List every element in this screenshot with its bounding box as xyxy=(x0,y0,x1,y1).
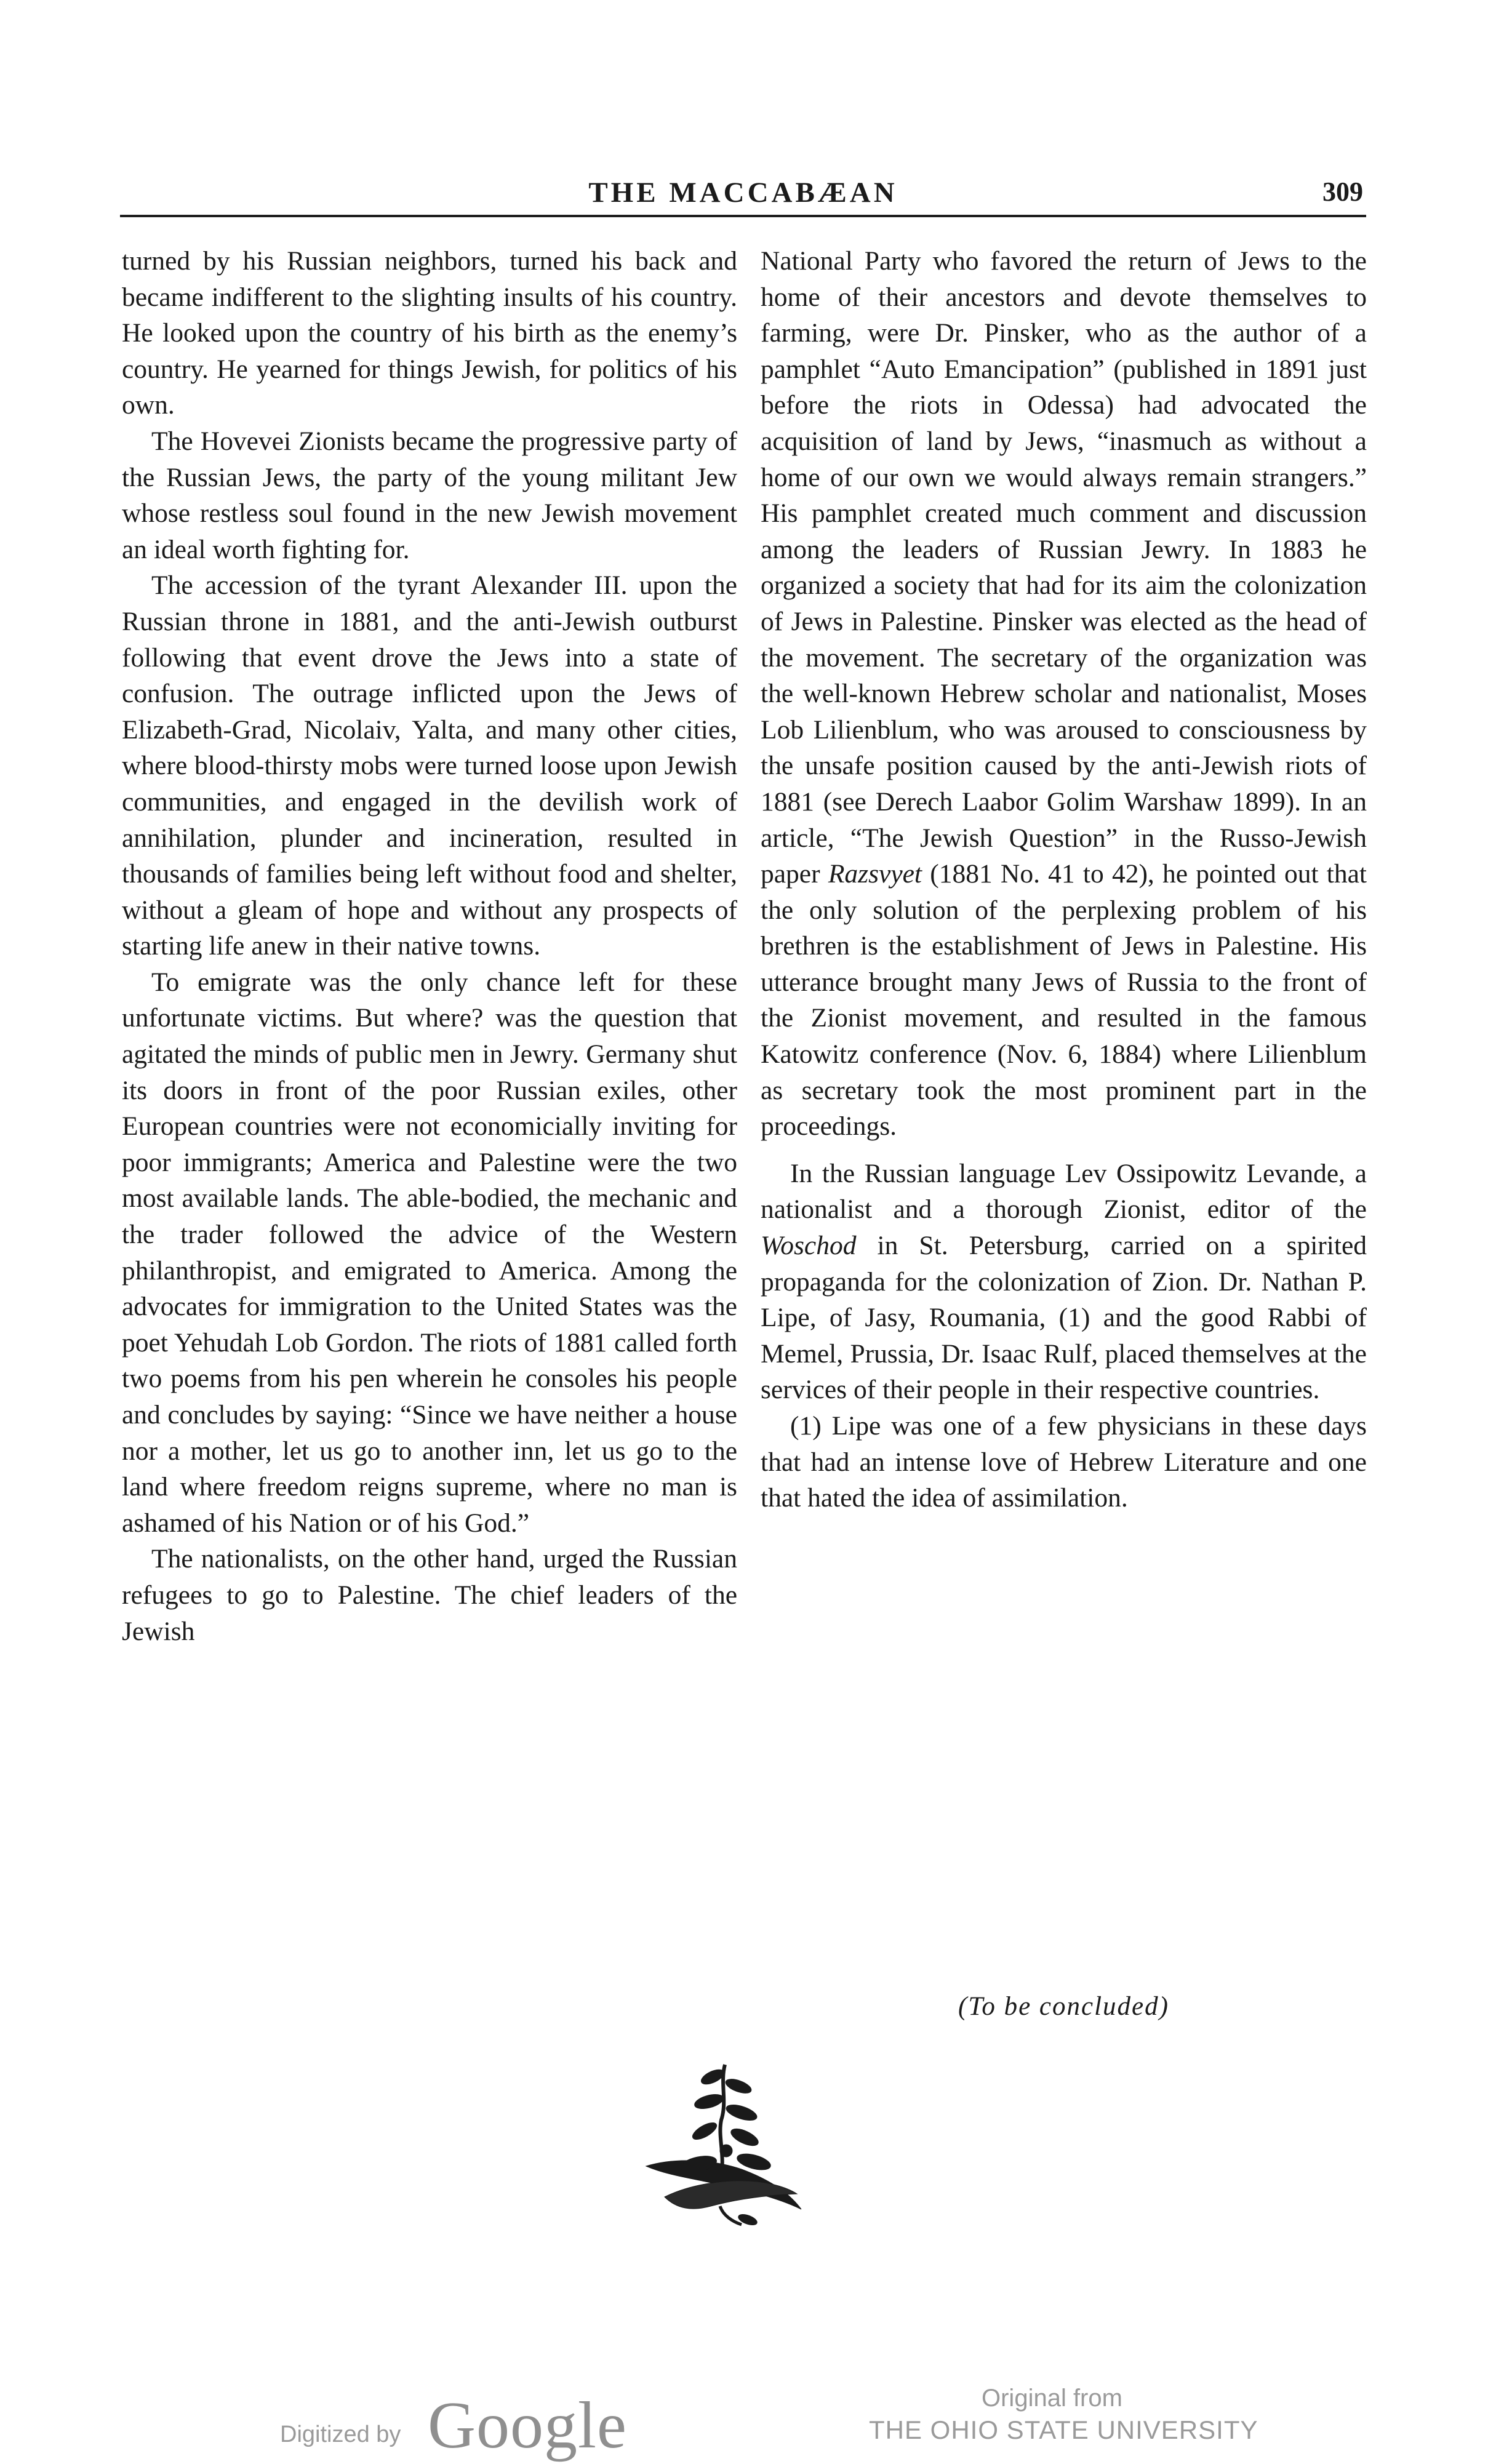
footnote: (1) Lipe was one of a few physicians in these days that had an intense love of Hebrew Literature and one that hated the idea of assimilation. xyxy=(761,1411,1367,1513)
paragraph-text: in St. Petersburg, carried on a spirited propaganda for the colonization of Zion. Dr. Nathan P. Lipe, of Jasy, Roumania, (1) and the good Rabbi of Memel, Prussia, Dr. Isaac Rulf, placed themselves at the services of their people in their respective countries. xyxy=(761,1231,1367,1405)
paragraph: The accession of the tyrant Alexander III. upon the Russian throne in 1881, and the anti-Jewish outburst following that event drove the Jews into a state of confusion. The outrage inflicted upon the Jews of Elizabeth-Grad, Nicolaiv, Yalta, and many other cities, where blood-thirsty mobs were turned loose upon Jewish communities, and engaged in the devilish work of annihilation, plunder and incineration, resulted in thousands of families being left without food and shelter, without a gleam of hope and without any prospects of starting life anew in their native towns. xyxy=(122,570,737,961)
running-head: THE MACCABÆAN xyxy=(588,177,898,209)
newspaper-title: Woschod xyxy=(761,1231,857,1261)
paragraph xyxy=(761,1156,1367,1408)
to-be-concluded-note: (To be concluded) xyxy=(958,1992,1169,2021)
paragraph-text: (1881 No. 41 to 42), he pointed out that the only solution of the perplexing problem of his brethren is the establishment of Jews in Palestine. His utterance brought many Jews of Russia to the front of the Zionist movement, and resulted in the famous Katowitz conference (Nov. 6, 1884) where Lilienblum as secretary took the most prominent part in the proceedings. xyxy=(761,859,1367,1142)
digitized-by-label: Digitized by xyxy=(280,2422,401,2447)
google-logo: Google xyxy=(428,2389,627,2462)
institution-label: THE OHIO STATE UNIVERSITY xyxy=(869,2415,1258,2444)
paragraph-text: In the Russian language Lev Ossipowitz Levande, a nationalist and a thorough Zionist, editor of the xyxy=(761,1158,1367,1225)
floral-ornament-icon xyxy=(640,2058,806,2234)
newspaper-title: Razsvyet xyxy=(828,859,922,889)
page-number: 309 xyxy=(1322,177,1363,207)
page-header xyxy=(123,176,1363,214)
paragraph: To emigrate was the only chance left for these unfortunate victims. But where? was the question that agitated the minds of public men in Jewry. Germany shut its doors in front of the poor Russian exiles, other European countries were not economicially inviting for poor immigrants; America and Palestine were the two most available lands. The able-bodied, the mechanic and the trader followed the advice of the Western philanthropist, and emigrated to America. Among the advocates for immigration to the United States was the poet Yehudah Lob Gordon. The riots of 1881 called forth two poems from his pen wherein he consoles his people and concludes by saying: “Since we have neither a house nor a mother, let us go to another inn, let us go to the land where freedom reigns supreme, where no man is ashamed of his Nation or of his God.” xyxy=(122,967,737,1538)
left-column xyxy=(122,243,737,1649)
paragraph: turned by his Russian neighbors, turned his back and became indifferent to the slighting insults of his country. He looked upon the country of his birth as the enemy’s country. He yearned for things Jewish, for politics of his own. xyxy=(122,246,737,420)
paragraph: The Hovevei Zionists became the progressive party of the Russian Jews, the party of the young militant Jew whose restless soul found in the new Jewish movement an ideal worth fighting for. xyxy=(122,426,737,564)
header-rule xyxy=(120,215,1366,217)
paragraph xyxy=(761,243,1367,1145)
right-column xyxy=(761,243,1367,1516)
original-from-label: Original from xyxy=(982,2385,1122,2412)
paragraph: The nationalists, on the other hand, urged the Russian refugees to go to Palestine. The chief leaders of the Jewish xyxy=(122,1544,737,1646)
paragraph-text: National Party who favored the return of Jews to the home of their ancestors and devote themselves to farming, were Dr. Pinsker, who as the author of a pamphlet “Auto Emancipation” (published in 1891 just before the riots in Odessa) had advocated the acquisition of land by Jews, “inasmuch as without a home of our own we would always remain strangers.” His pamphlet created much comment and discussion among the leaders of Russian Jewry. In 1883 he organized a society that had for its aim the colonization of Jews in Palestine. Pinsker was elected as the head of the movement. The secretary of the organization was the well-known Hebrew scholar and nationalist, Moses Lob Lilienblum, who was aroused to consciousness by the unsafe position caused by the anti-Jewish riots of 1881 (see Derech Laabor Golim Warshaw 1899). In an article, “The Jewish Question” in the Russo-Jewish paper xyxy=(761,246,1367,889)
